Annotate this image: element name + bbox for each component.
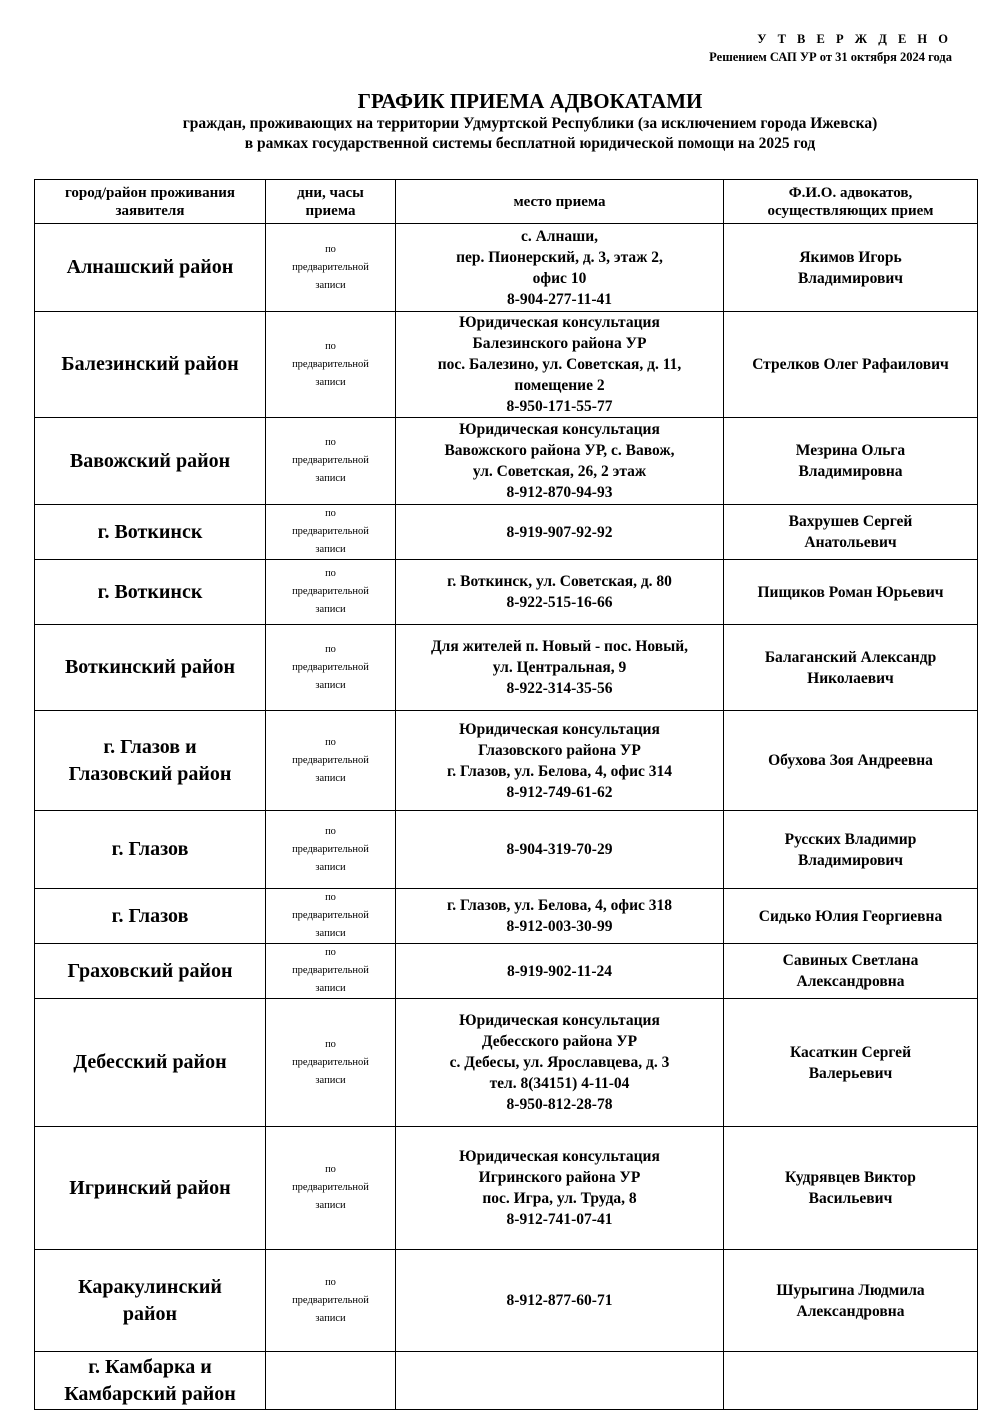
place-cell-line: 8-912-877-60-71 [506,1292,613,1309]
lawyer-cell-line: Сидько Юлия Георгиевна [758,907,943,925]
place-cell-line: 8-922-314-35-56 [506,680,613,697]
header-days: дни, часы приема [266,180,396,224]
reception-schedule-table [34,179,978,1410]
lawyer-cell-line: Русских Владимир [784,830,917,848]
days-cell-line: по [325,643,336,655]
table-row [35,711,978,811]
region-cell [35,312,266,418]
document-subtitle-line1: граждан, проживающих на территории Удмуртской Республики (за исключением города Ижевска) [182,115,878,132]
days-cell-line: предварительной [292,358,369,370]
table-row [35,224,978,312]
lawyer-cell [724,944,978,999]
lawyer-cell [724,999,978,1127]
region-cell-line: Алнашский район [66,256,234,278]
region-cell [35,560,266,625]
lawyer-cell [724,1127,978,1250]
place-cell-line: Дебесского района УР [481,1033,638,1050]
days-cell-line: записи [315,679,346,691]
days-cell-line: по [325,568,336,579]
days-cell-line: предварительной [292,455,369,466]
days-cell-line: записи [315,861,346,873]
lawyer-cell-line: Владимирович [797,851,904,869]
days-cell [266,1127,396,1250]
place-cell [396,1250,724,1352]
lawyer-cell [724,418,978,505]
table-row [35,944,978,999]
region-cell [35,625,266,711]
place-cell-line: 8-904-319-70-29 [506,841,613,858]
region-cell [35,944,266,999]
place-cell-line: Юридическая консультация [459,314,660,331]
days-cell [266,312,396,418]
place-cell [396,889,724,944]
place-cell-line: 8-950-171-55-77 [506,398,613,415]
region-cell-line: г. Камбарка и [88,1355,212,1378]
table-row [35,418,978,505]
lawyer-cell-line: Савиных Светлана [782,952,919,969]
region-cell [35,505,266,560]
lawyer-cell-line: Стрелков Олег Рафаилович [752,356,949,373]
place-cell [396,418,724,505]
lawyer-cell [724,224,978,312]
table-row [35,625,978,711]
place-cell-line: 8-912-741-07-41 [506,1211,613,1228]
place-cell-line: 8-950-812-28-78 [506,1096,613,1113]
place-cell-line: пос. Балезино, ул. Советская, д. 11, [437,356,682,373]
lawyer-cell-line: Владимировна [798,463,903,480]
table-row [35,312,978,418]
days-cell-line: по [325,508,336,519]
lawyer-cell [724,1250,978,1352]
days-cell-line: предварительной [292,843,369,855]
days-cell [266,999,396,1127]
table-row [35,1352,978,1410]
days-cell-line: записи [315,983,346,994]
place-cell [396,944,724,999]
lawyer-cell [724,625,978,711]
place-cell-line: Вавожского района УР, с. Вавож, [444,442,675,459]
place-cell [396,711,724,811]
days-cell-line: по [325,243,336,255]
place-cell-line: Юридическая консультация [459,1148,660,1165]
lawyer-cell-line: Александровна [796,973,905,990]
days-cell-line: по [325,736,336,748]
region-cell [35,999,266,1127]
days-cell [266,811,396,889]
place-cell-line: 8-912-870-94-93 [506,484,613,501]
region-cell-line: Балезинский район [61,353,239,375]
days-cell [266,1352,396,1410]
place-cell-line: 8-904-277-11-41 [506,290,613,308]
days-cell-line: предварительной [292,1056,369,1068]
table-row [35,1127,978,1250]
place-cell-line: с. Алнаши, [520,227,599,245]
table-row [35,811,978,889]
region-cell-line: район [122,1302,178,1325]
region-cell-line: г. Воткинск [97,580,203,603]
lawyer-cell-line: Васильевич [808,1190,893,1207]
region-cell [35,889,266,944]
lawyer-cell [724,560,978,625]
days-cell [266,224,396,312]
place-cell [396,811,724,889]
days-cell [266,505,396,560]
region-cell-line: г. Глазов [111,904,189,927]
region-cell-line: Глазовский район [68,762,232,785]
days-cell-line: предварительной [292,261,369,273]
place-cell-line: Для жителей п. Новый - пос. Новый, [430,638,689,655]
region-cell-line: Игринский район [69,1176,231,1199]
days-cell-line: предварительной [292,586,369,597]
days-cell-line: записи [315,772,346,784]
days-cell-line: по [325,1276,336,1288]
table-row [35,505,978,560]
days-cell-line: записи [315,279,346,291]
place-cell [396,560,724,625]
place-cell-line: тел. 8(34151) 4-11-04 [489,1075,630,1092]
days-cell-line: предварительной [292,526,369,537]
region-cell [35,224,266,312]
place-cell-line: г. Глазов, ул. Белова, 4, офис 314 [447,762,672,780]
days-cell [266,1250,396,1352]
days-cell-line: записи [315,604,346,615]
lawyer-cell [724,312,978,418]
place-cell-line: г. Воткинск, ул. Советская, д. 80 [447,573,672,590]
table-row [35,1250,978,1352]
place-cell-line: помещение 2 [514,377,605,394]
place-cell-line: офис 10 [532,269,587,287]
place-cell-line: пос. Игра, ул. Труда, 8 [482,1190,637,1207]
place-cell-line: 8-922-515-16-66 [506,594,613,611]
place-cell-line: Юридическая консультация [459,720,660,738]
region-cell-line: Камбарский район [64,1382,236,1405]
region-cell [35,811,266,889]
lawyer-cell [724,711,978,811]
approval-title: У Т В Е Р Ж Д Е Н О [757,32,952,46]
document-title: ГРАФИК ПРИЕМА АДВОКАТАМИ [357,89,703,113]
days-cell-line: по [325,1038,336,1050]
days-cell-line: предварительной [292,661,369,673]
days-cell [266,560,396,625]
place-cell-line: г. Глазов, ул. Белова, 4, офис 318 [447,897,672,914]
place-cell-line: 8-919-907-92-92 [506,523,613,541]
days-cell-line: предварительной [292,1182,369,1193]
region-cell-line: Дебесский район [73,1051,227,1073]
table-body [35,224,978,1410]
days-cell-line: предварительной [292,965,369,976]
region-cell [35,1352,266,1410]
region-cell-line: Вавожский район [69,449,231,472]
lawyer-cell-line: Вахрушев Сергей [788,513,913,530]
region-cell [35,1250,266,1352]
place-cell [396,625,724,711]
lawyer-cell-line: Анатольевич [804,534,897,551]
region-cell [35,1127,266,1250]
lawyer-cell [724,889,978,944]
days-cell-line: по [325,892,336,903]
place-cell-line: с. Дебесы, ул. Ярославцева, д. 3 [449,1054,670,1071]
table-header-row [35,180,978,224]
days-cell-line: по [325,340,336,352]
place-cell [396,224,724,312]
header-lawyer: Ф.И.О. адвокатов, осуществляющих прием [724,180,978,224]
place-cell [396,1352,724,1410]
lawyer-cell [724,505,978,560]
days-cell-line: записи [315,376,346,388]
table-row [35,889,978,944]
place-cell-line: ул. Центральная, 9 [492,659,627,676]
region-cell [35,418,266,505]
header-place: место приема [396,180,724,224]
place-cell [396,505,724,560]
place-cell-line: 8-912-003-30-99 [506,918,613,935]
region-cell-line: Каракулинский [78,1275,222,1298]
days-cell-line: по [325,825,336,837]
lawyer-cell-line: Владимирович [797,269,904,287]
days-cell [266,711,396,811]
table-row [35,999,978,1127]
days-cell [266,418,396,505]
place-cell-line: 8-912-749-61-62 [506,783,613,801]
table-row [35,560,978,625]
lawyer-cell-line: Николаевич [807,669,894,687]
approval-decision: Решением САП УР от 31 октября 2024 года [709,50,952,64]
days-cell-line: по [325,947,336,958]
days-cell [266,944,396,999]
place-cell-line: Юридическая консультация [459,421,660,438]
days-cell-line: записи [315,544,346,555]
days-cell-line: предварительной [292,910,369,921]
days-cell [266,889,396,944]
lawyer-cell-line: Пищиков Роман Юрьевич [757,583,944,601]
region-cell [35,711,266,811]
place-cell-line: пер. Пионерский, д. 3, этаж 2, [456,248,663,266]
region-cell-line: г. Глазов и [103,735,197,758]
days-cell-line: записи [315,1200,346,1211]
place-cell-line: 8-919-902-11-24 [506,962,613,980]
place-cell-line: Глазовского района УР [478,741,641,759]
region-cell-line: Граховский район [67,959,233,982]
region-cell-line: Воткинский район [64,656,236,678]
place-cell-line: Балезинского района УР [472,335,647,352]
days-cell-line: записи [315,473,346,484]
days-cell-line: предварительной [292,1294,369,1306]
lawyer-cell-line: Валерьевич [808,1064,893,1082]
lawyer-cell [724,811,978,889]
lawyer-cell-line: Обухова Зоя Андреевна [768,752,933,769]
lawyer-cell-line: Кудрявцев Виктор [785,1169,916,1186]
lawyer-cell-line: Касаткин Сергей [789,1043,911,1061]
lawyer-cell [724,1352,978,1410]
days-cell-line: по [325,1164,336,1175]
document-subtitle-line2: в рамках государственной системы бесплатной юридической помощи на 2025 год [244,135,816,152]
days-cell [266,625,396,711]
place-cell [396,312,724,418]
days-cell-line: по [325,437,336,448]
lawyer-cell-line: Якимов Игорь [799,248,902,266]
days-cell-line: записи [315,1074,346,1086]
lawyer-cell-line: Мезрина Ольга [795,442,906,459]
place-cell-line: Игринского района УР [478,1169,641,1186]
place-cell-line: Юридическая консультация [459,1012,660,1029]
approval-stamp [709,30,952,66]
lawyer-cell-line: Александровна [796,1302,905,1320]
days-cell-line: предварительной [292,754,369,766]
region-cell-line: г. Глазов [111,838,189,860]
place-cell [396,1127,724,1250]
region-cell-line: г. Воткинск [97,520,203,543]
document-header [0,88,1000,154]
place-cell-line: ул. Советская, 26, 2 этаж [472,463,647,480]
lawyer-cell-line: Балаганский Александр [764,648,937,666]
days-cell-line: записи [315,928,346,939]
place-cell [396,999,724,1127]
days-cell-line: записи [315,1312,346,1324]
lawyer-cell-line: Шурыгина Людмила [776,1281,925,1299]
header-region: город/район проживания заявителя [35,180,266,224]
